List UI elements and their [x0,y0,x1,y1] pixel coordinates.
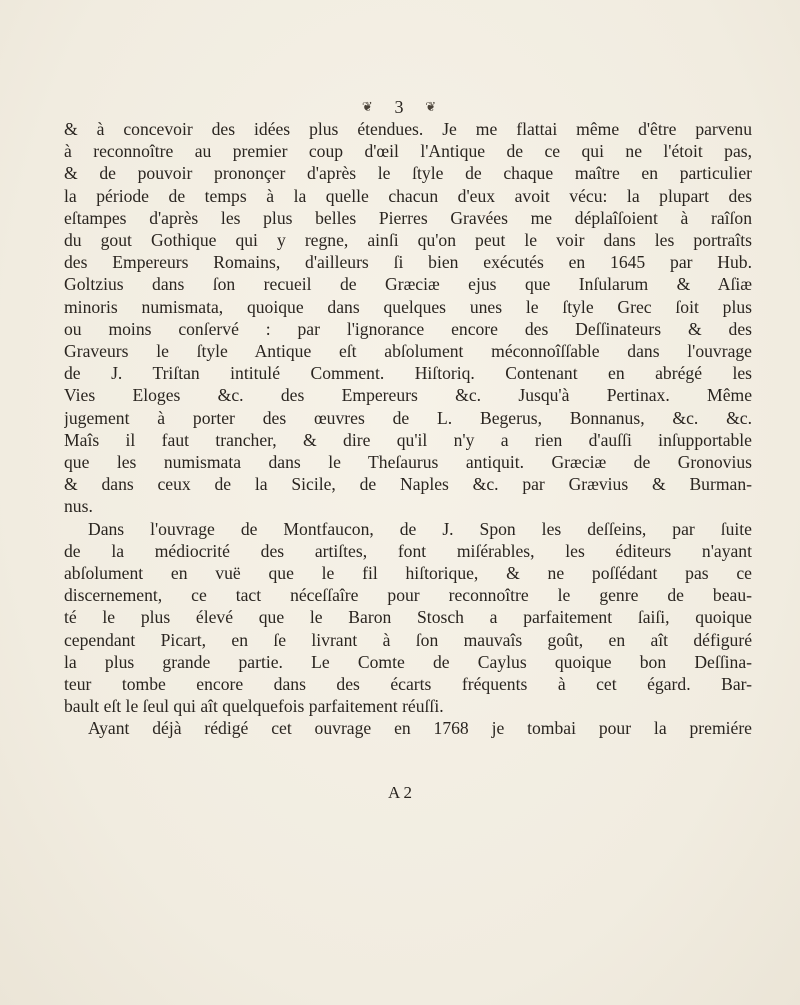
fleuron-right-icon: ❦ [425,99,439,115]
text-line: abſolument en vuë que le fil hiſtorique, & ne poſſédant pas ce [64,563,752,584]
text-line: & de pouvoir prononçer d'après le ſtyle de chaque maître en particulier [64,163,752,184]
text-line: Vies Eloges &c. des Empereurs &c. Jusqu'à Pertinax. Même [64,385,752,406]
text-line: du gout Gothique qui y regne, ainſi qu'on peut le voir dans les portraîts [64,230,752,251]
text-line: des Empereurs Romains, d'ailleurs ſi bien exécutés en 1645 par Hub. [64,252,752,273]
text-line: de J. Triſtan intitulé Comment. Hiſtoriq. Contenant en abrégé les [64,363,752,384]
text-line: à reconnoître au premier coup d'œil l'Antique de ce qui ne l'étoit pas, [64,141,752,162]
text-line: minoris numismata, quoique dans quelques unes le ſtyle Grec ſoit plus [64,296,752,317]
text-line: bault eſt le ſeul qui aît quelquefois parfaitement réuſſi. [64,696,444,717]
text-line: cependant Picart, en ſe livrant à ſon mauvaîs goût, en aît défiguré [64,629,752,650]
text-line: Goltzius dans ſon recueil de Græciæ ejus que Inſularum & Aſiæ [64,274,752,295]
text-line: ou moins conſervé : par l'ignorance encore des Deſſinateurs & des [64,318,752,339]
text-line: jugement à porter des œuvres de L. Begerus, Bonnanus, &c. &c. [64,407,752,428]
text-line: que les numismata dans le Theſaurus antiquit. Græciæ de Gronovius [64,452,752,473]
text-line: Dans l'ouvrage de Montfaucon, de J. Spon les deſſeins, par ſuite [88,518,752,539]
page-number: 3 [394,96,406,117]
fleuron-left-icon: ❦ [361,99,375,115]
body-text [64,118,752,740]
text-line: de la médiocrité des artiſtes, font miſérables, les éditeurs n'ayant [64,540,752,561]
text-line: Maîs il faut trancher, & dire qu'il n'y a rien d'auſſi inſupportable [64,429,752,450]
text-line: nus. [64,496,93,517]
text-line: Ayant déjà rédigé cet ouvrage en 1768 je tombai pour la premiére [88,718,752,739]
text-line: & à concevoir des idées plus étendues. Je me flattai même d'être parvenu [64,119,752,139]
text-line: discernement, ce tact néceſſaîre pour reconnoître le genre de beau- [64,585,752,606]
text-line: té le plus élevé que le Baron Stosch a parfaitement ſaiſi, quoique [64,607,752,628]
text-line: eſtampes d'après les plus belles Pierres Gravées me déplaîſoient à raîſon [64,207,752,228]
running-header [0,96,800,118]
text-line: la période de temps à la quelle chacun d'eux avoit vécu: la plupart des [64,185,752,206]
text-line: & dans ceux de la Sicile, de Naples &c. par Grævius & Burman- [64,474,752,495]
signature-mark: A 2 [387,783,413,802]
text-line: teur tombe encore dans des écarts fréquents à cet égard. Bar- [64,674,752,695]
text-line: la plus grande partie. Le Comte de Caylus quoique bon Deſſina- [64,651,752,672]
text-line: Graveurs le ſtyle Antique eſt abſolument méconnoîſſable dans l'ouvrage [64,341,752,362]
